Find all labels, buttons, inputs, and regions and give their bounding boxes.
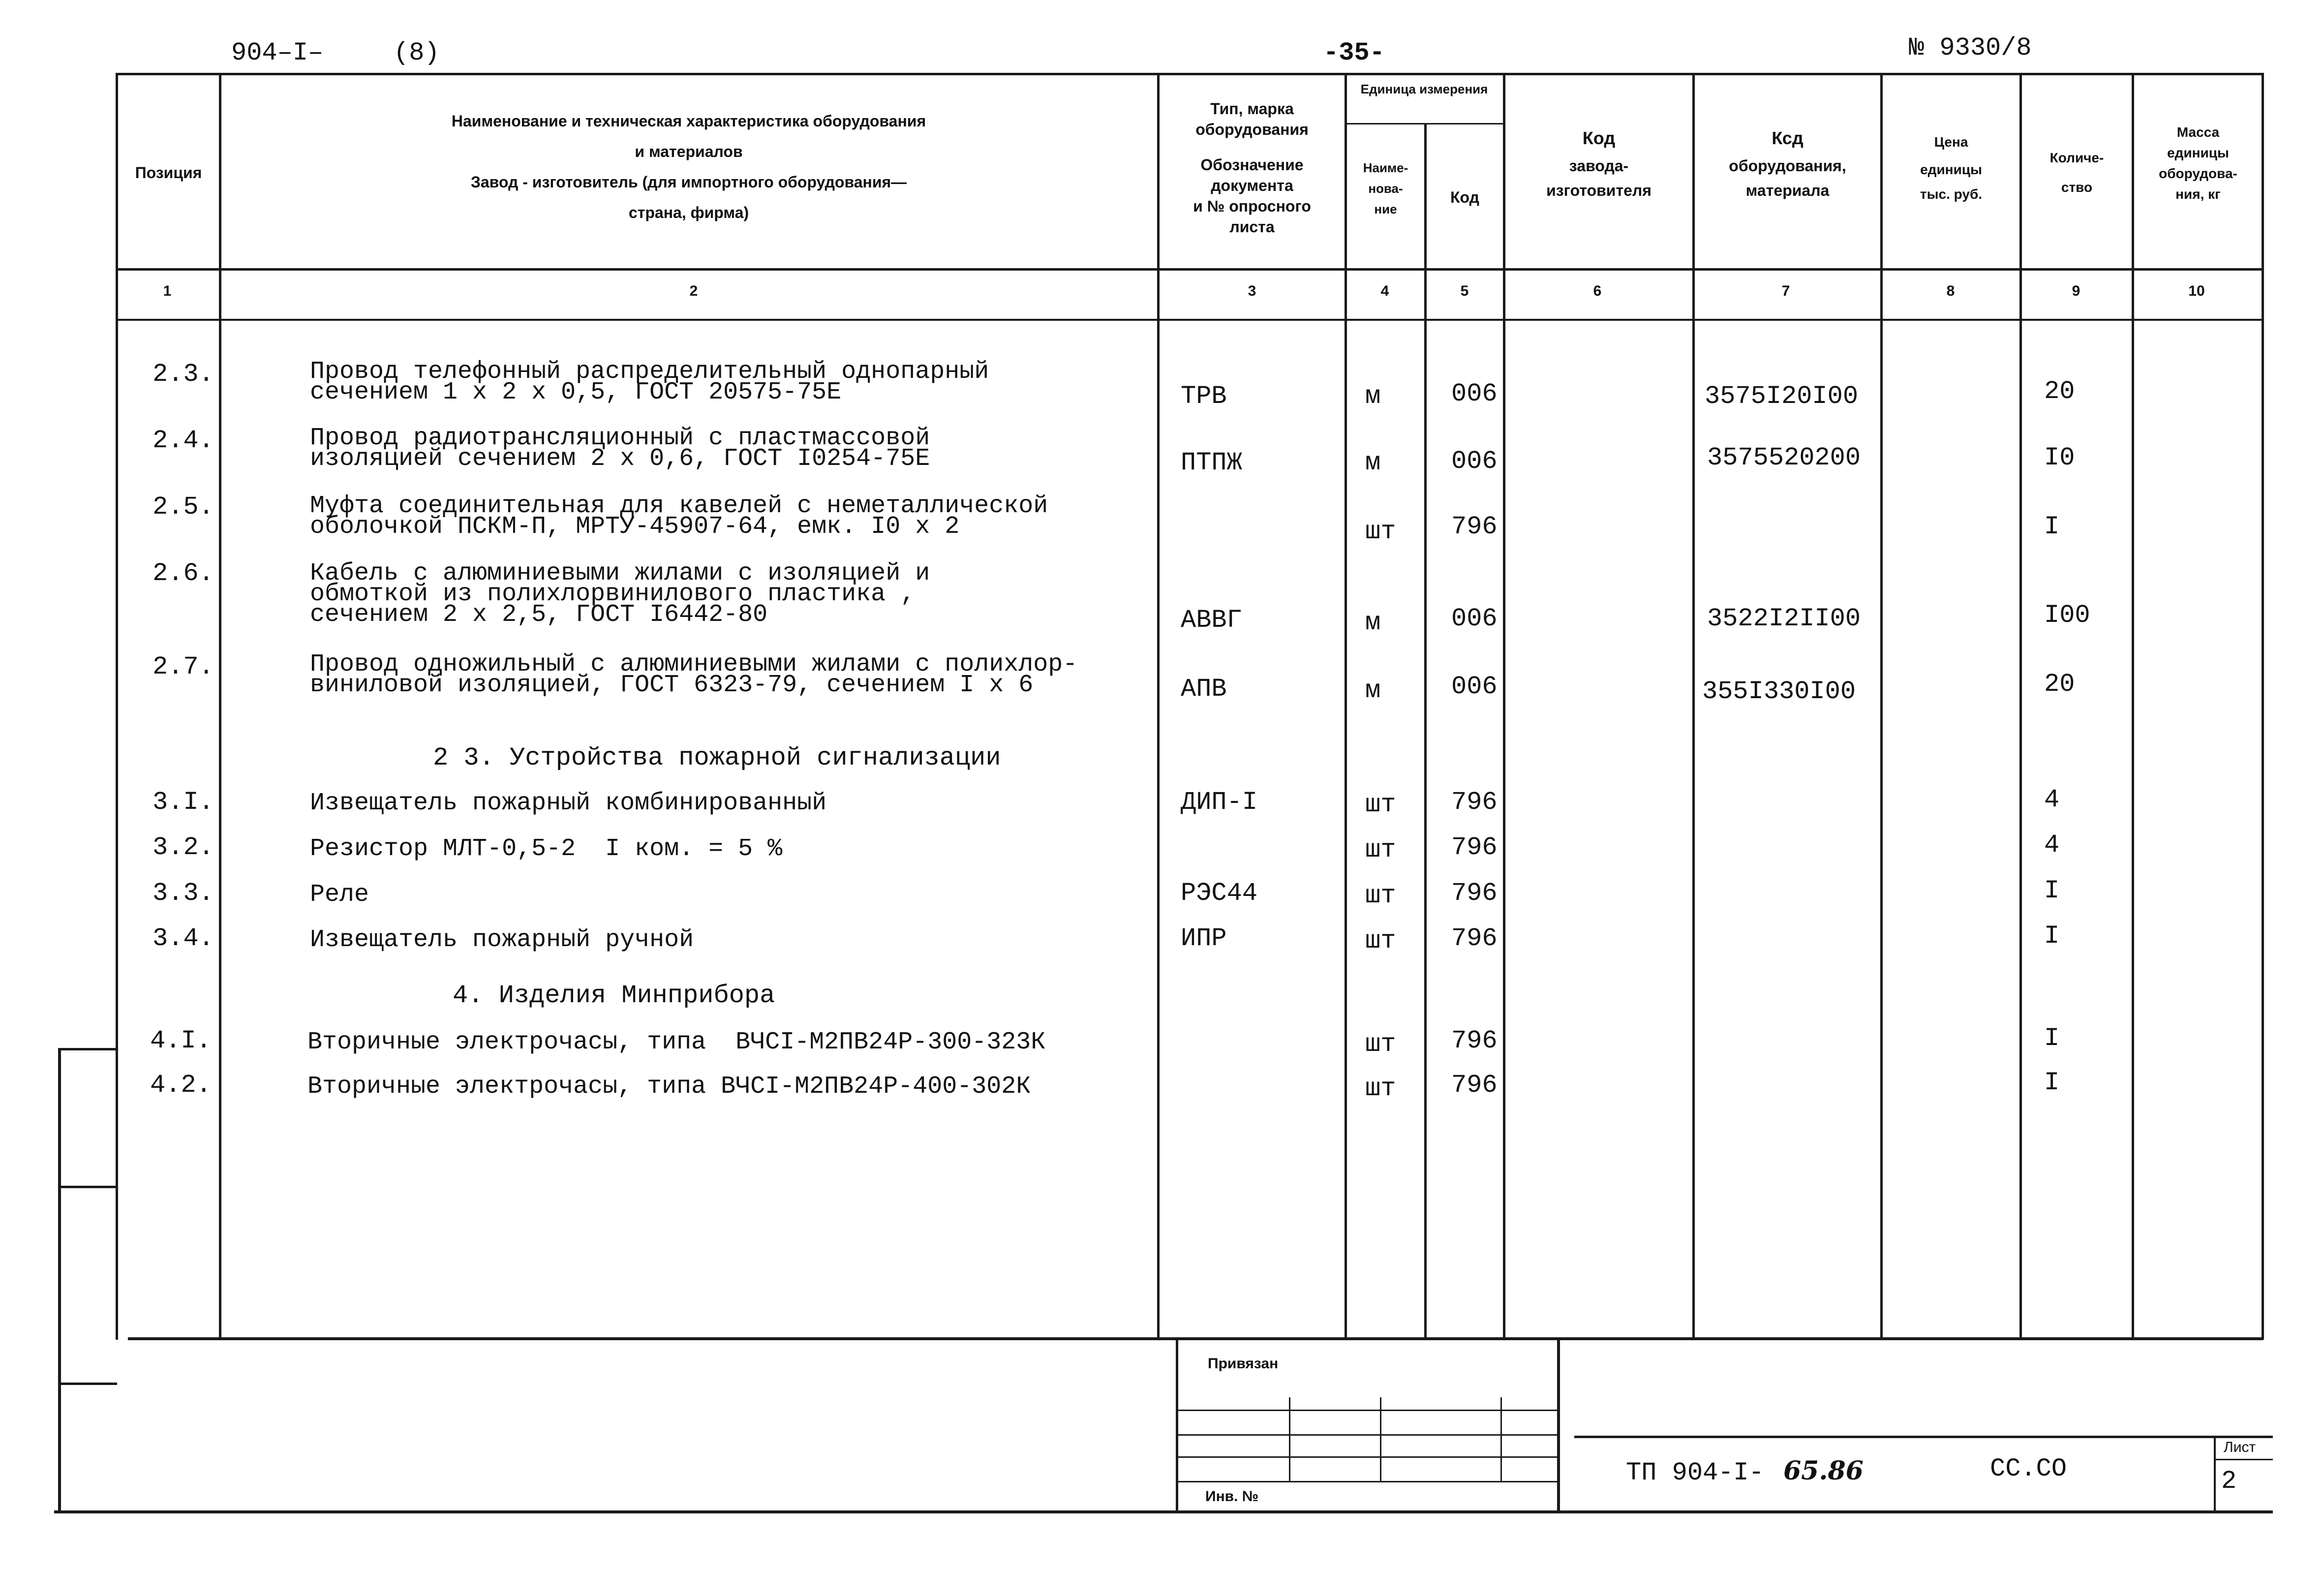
column-number: 7 [1781, 283, 1790, 299]
row-quantity: I00 [2044, 601, 2090, 630]
header-price-line: тыс. руб. [1920, 186, 1983, 202]
stamp-doc-code: СС.СО [1990, 1454, 2067, 1483]
page-number: -35- [1323, 38, 1385, 67]
row-description: Муфта соединительная для кавелей с неметаллической оболочкой ПСКМ-П, МРТУ-45907-64, емк. I0 х 2 [310, 492, 1048, 541]
header-type-line: документа [1211, 177, 1293, 194]
row-description: Провод радиотрансляционный с пластмассовой изоляцией сечением 2 х 0,6, ГОСТ I0254-75Е [310, 424, 930, 473]
stamp-inventory: Инв. № [1205, 1488, 1259, 1505]
row-description: Извещатель пожарный комбинированный [310, 789, 827, 817]
header-quantity-line: Количе- [2049, 150, 2104, 165]
row-unit: м [1365, 676, 1381, 705]
row-unit: шт [1365, 835, 1396, 864]
row-description: Извещатель пожарный ручной [310, 926, 694, 954]
header-type-line: оборудования [1195, 121, 1309, 138]
header-unit-name-line: Наиме- [1363, 160, 1408, 175]
row-unit: шт [1365, 881, 1396, 910]
stamp-sheet-number: 2 [2221, 1467, 2237, 1496]
row-unit: шт [1365, 790, 1396, 819]
row-unit: шт [1365, 1074, 1396, 1103]
row-code: 796 [1451, 1071, 1498, 1100]
row-quantity: I [2044, 1068, 2060, 1097]
row-position: 3.2. [153, 833, 214, 862]
header-price-line: Цена [1934, 134, 1968, 150]
column-number: 2 [689, 283, 698, 299]
header-type [1160, 98, 1345, 237]
stamp-sheet-label: Лист [2224, 1439, 2256, 1455]
row-quantity: 20 [2044, 670, 2075, 699]
row-type: ИПР [1181, 924, 1227, 953]
header-position: Позиция [135, 164, 202, 182]
column-number: 5 [1460, 283, 1469, 299]
header-mass [2134, 122, 2262, 205]
stamp-doc-prefix: ТП 904-I- [1626, 1458, 1764, 1487]
row-code: 796 [1451, 512, 1498, 541]
row-position: 2.4. [153, 426, 214, 455]
row-code: 006 [1451, 379, 1498, 408]
row-description: Вторичные электрочасы, типа ВЧСI-М2ПВ24Р-400-302К [307, 1073, 1031, 1101]
header-price-line: единицы [1920, 162, 1982, 177]
header-plant-code [1505, 128, 1692, 201]
header-material-code [1695, 128, 1880, 201]
row-position: 2.3. [153, 360, 214, 389]
header-plant-code-line: Код [1582, 128, 1616, 148]
row-code: 796 [1451, 879, 1498, 908]
row-description: Реле [310, 881, 369, 909]
header-name [221, 111, 1156, 223]
row-description: Кабель с алюминиевыми жилами с изоляцией и обмоткой из полихлорвинилового пластика , сечением 2 х 2,5, ГОСТ I6442-80 [310, 559, 930, 629]
row-quantity: 4 [2044, 785, 2060, 814]
row-code: 006 [1451, 604, 1498, 633]
header-type-line: Тип, марка [1210, 100, 1294, 118]
row-position: 2.6. [153, 559, 214, 588]
row-unit: м [1365, 448, 1381, 477]
header-type-line: и № опросного [1193, 197, 1311, 215]
header-unit-code: Код [1450, 188, 1479, 206]
row-material-code: 3575I20I00 [1705, 382, 1859, 411]
row-position: 3.I. [153, 788, 214, 817]
header-unit-name-line: нова- [1368, 181, 1403, 196]
row-description: Резистор МЛТ-0,5-2 I ком. = 5 % [310, 835, 783, 863]
row-description: Провод телефонный распределительный однопарный сечением 1 х 2 х 0,5, ГОСТ 20575-75Е [310, 358, 989, 406]
row-code: 796 [1451, 924, 1498, 953]
header-material-code-line: Ксд [1772, 128, 1804, 148]
header-type-line: Обозначение [1200, 156, 1304, 174]
header-type-line: листа [1229, 218, 1275, 236]
header-name-line: Наименование и техническая характеристика оборудования [451, 112, 926, 130]
stamp-doc-handwritten: 65.86 [1783, 1456, 1864, 1486]
row-description: Вторичные электрочасы, типа ВЧСI-М2ПВ24Р-300-323К [307, 1028, 1046, 1056]
column-number: 3 [1248, 283, 1256, 299]
row-type: ПТПЖ [1181, 448, 1242, 477]
header-mass-line: Масса [2176, 124, 2220, 140]
row-code: 006 [1451, 672, 1498, 701]
header-unit: Единица измерения [1360, 82, 1488, 96]
document-number: № 9330/8 [1909, 33, 2032, 62]
row-material-code: 3575520200 [1707, 443, 1861, 472]
row-material-code: 355I330I00 [1702, 677, 1856, 706]
row-code: 006 [1451, 447, 1498, 476]
row-type: РЭС44 [1181, 879, 1258, 908]
row-quantity: I [2044, 512, 2060, 541]
row-type: АПВ [1181, 675, 1227, 704]
header-mass-line: единицы [2167, 145, 2229, 160]
header-name-line: и материалов [635, 143, 743, 160]
column-number: 10 [2188, 283, 2205, 299]
series-number: (8) [394, 38, 440, 67]
row-type: ДИП-I [1181, 788, 1258, 817]
row-unit: шт [1365, 926, 1396, 955]
header-material-code-line: оборудования, [1729, 157, 1846, 175]
header-quantity [2022, 148, 2132, 198]
header-mass-line: оборудова- [2159, 166, 2237, 181]
section-heading: 4. Изделия Минприбора [453, 981, 775, 1010]
header-material-code-line: материала [1745, 182, 1830, 199]
row-quantity: I [2044, 876, 2060, 905]
header-plant-code-line: завода- [1569, 157, 1629, 175]
row-code: 796 [1451, 788, 1498, 817]
row-description: Провод одножильный с алюминиевыми жилами с полихлор- виниловой изоляцией, ГОСТ 6323-79, сечением I х 6 [310, 650, 1078, 699]
row-position: 3.3. [153, 879, 214, 908]
column-number: 9 [2072, 283, 2080, 299]
row-position: 3.4. [153, 924, 214, 953]
row-type: ТРВ [1181, 382, 1227, 411]
series-label: 904–I– [231, 38, 324, 67]
row-quantity: I [2044, 922, 2060, 951]
header-name-line: Завод - изготовитель (для импортного оборудования— [470, 173, 907, 191]
header-mass-line: ния, кг [2175, 186, 2221, 202]
row-unit: м [1365, 608, 1381, 637]
row-unit: м [1365, 382, 1381, 411]
header-price [1883, 132, 2019, 205]
row-code: 796 [1451, 833, 1498, 862]
row-code: 796 [1451, 1026, 1498, 1055]
row-quantity: 4 [2044, 831, 2060, 860]
row-type: АВВГ [1181, 606, 1242, 635]
header-unit-name [1347, 157, 1424, 219]
column-number: 8 [1946, 283, 1955, 299]
column-number: 6 [1593, 283, 1602, 299]
row-unit: шт [1365, 1030, 1396, 1059]
row-position: 2.7. [153, 652, 214, 681]
row-unit: шт [1365, 517, 1396, 546]
row-quantity: I0 [2044, 443, 2075, 472]
row-position: 4.I. [150, 1026, 212, 1055]
row-material-code: 3522I2II00 [1707, 604, 1861, 633]
column-number: 1 [163, 283, 172, 299]
section-heading: 2 3. Устройства пожарной сигнализации [433, 743, 1001, 772]
column-number: 4 [1380, 283, 1389, 299]
row-quantity: 20 [2044, 377, 2075, 406]
row-position: 2.5. [153, 492, 214, 522]
stamp-privyazan: Привязан [1208, 1355, 1279, 1372]
header-name-line: страна, фирма) [628, 204, 749, 221]
header-unit-name-line: ние [1374, 202, 1397, 216]
header-quantity-line: ство [2061, 180, 2093, 195]
row-quantity: I [2044, 1024, 2060, 1053]
row-position: 4.2. [150, 1071, 212, 1100]
header-plant-code-line: изготовителя [1546, 182, 1651, 199]
